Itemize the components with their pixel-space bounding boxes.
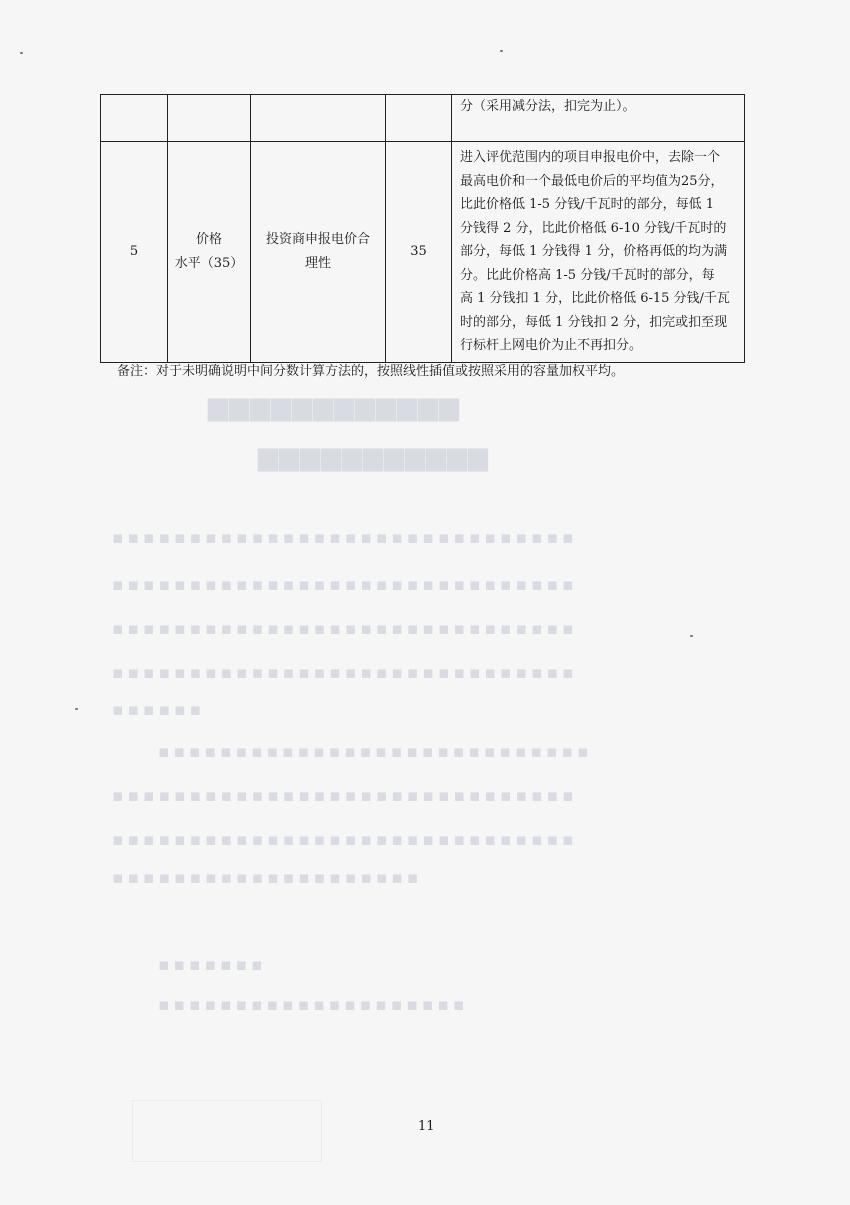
- criteria-line: 比此价格低 1-5 分钱/千瓦时的部分，每低 1: [460, 197, 714, 212]
- bleed-through-text: ▪▪▪▪▪▪▪▪▪▪▪▪▪▪▪▪▪▪▪▪▪▪▪▪▪▪▪▪▪▪: [112, 830, 578, 850]
- item-line: 投资商申报电价合: [265, 232, 370, 248]
- category-line: 水平（35）: [174, 255, 244, 271]
- item-line: 理性: [304, 255, 331, 271]
- category-line: 价格: [195, 232, 222, 248]
- criteria-line: 进入评优范围内的项目申报电价中，去除一个: [460, 150, 721, 165]
- criteria-line: 分钱得 2 分，比此价格低 6-10 分钱/千瓦时的: [460, 220, 727, 236]
- cell-category: [168, 142, 251, 363]
- scan-speck: [690, 635, 693, 637]
- scan-speck: [500, 50, 503, 52]
- bleed-through-text: ▪▪▪▪▪▪: [112, 700, 206, 720]
- cell-score: [386, 95, 452, 142]
- bleed-through-text: ▆▆▆▆▆▆▆▆▆▆▆▆: [208, 392, 460, 422]
- criteria-line: 高 1 分钱扣 1 分，比此价格低 6-15 分钱/千瓦: [460, 291, 730, 306]
- scoring-table: [100, 94, 745, 363]
- bleed-through-text: ▪▪▪▪▪▪▪▪▪▪▪▪▪▪▪▪▪▪▪▪▪▪▪▪▪▪▪▪▪▪: [112, 786, 578, 806]
- table-row: [101, 95, 745, 142]
- cell-category: [168, 95, 251, 142]
- criteria-line: 分。比此价格高 1-5 分钱/千瓦时的部分，每: [460, 267, 715, 283]
- bleed-through-stamp: [132, 1100, 322, 1162]
- bleed-through-text: ▪▪▪▪▪▪▪▪▪▪▪▪▪▪▪▪▪▪▪▪▪▪▪▪▪▪▪▪▪▪: [112, 619, 578, 639]
- criteria-line: 分（采用减分法，扣完为止）。: [460, 99, 636, 114]
- cell-criteria: [452, 142, 745, 363]
- bleed-through-text: ▪▪▪▪▪▪▪: [158, 955, 267, 975]
- bleed-through-text: ▪▪▪▪▪▪▪▪▪▪▪▪▪▪▪▪▪▪▪▪: [158, 995, 469, 1015]
- bleed-through-text: ▪▪▪▪▪▪▪▪▪▪▪▪▪▪▪▪▪▪▪▪▪▪▪▪▪▪▪▪▪▪: [112, 528, 578, 548]
- cell-item: [251, 142, 386, 363]
- cell-item: [251, 95, 386, 142]
- cell-no: [101, 95, 168, 142]
- criteria-line: 时的部分，每低 1 分钱扣 2 分，扣完或扣至现: [460, 314, 728, 330]
- table-row: [101, 142, 745, 363]
- bleed-through-text: ▪▪▪▪▪▪▪▪▪▪▪▪▪▪▪▪▪▪▪▪▪▪▪▪▪▪▪▪: [158, 742, 593, 762]
- cell-no: 5: [101, 142, 168, 363]
- bleed-through-text: ▪▪▪▪▪▪▪▪▪▪▪▪▪▪▪▪▪▪▪▪▪▪▪▪▪▪▪▪▪▪: [112, 663, 578, 683]
- cell-score: 35: [386, 142, 452, 363]
- bleed-through-text: ▆▆▆▆▆▆▆▆▆▆▆: [258, 442, 489, 472]
- table-note: 备注：对于未明确说明中间分数计算方法的，按照线性插值或按照采用的容量加权平均。: [117, 364, 625, 379]
- cell-criteria: [452, 95, 745, 142]
- criteria-line: 行标杆上网电价为止不再扣分。: [460, 338, 643, 353]
- bleed-through-text: ▪▪▪▪▪▪▪▪▪▪▪▪▪▪▪▪▪▪▪▪: [112, 868, 423, 888]
- bleed-through-text: ▪▪▪▪▪▪▪▪▪▪▪▪▪▪▪▪▪▪▪▪▪▪▪▪▪▪▪▪▪▪: [112, 575, 578, 595]
- criteria-line: 部分，每低 1 分钱得 1 分，价格再低的均为满: [460, 244, 728, 259]
- scan-speck: [20, 52, 23, 54]
- page-number: 11: [418, 1119, 435, 1134]
- scan-speck: [75, 708, 78, 710]
- criteria-line: 最高电价和一个最低电价后的平均值为25分，: [460, 173, 724, 189]
